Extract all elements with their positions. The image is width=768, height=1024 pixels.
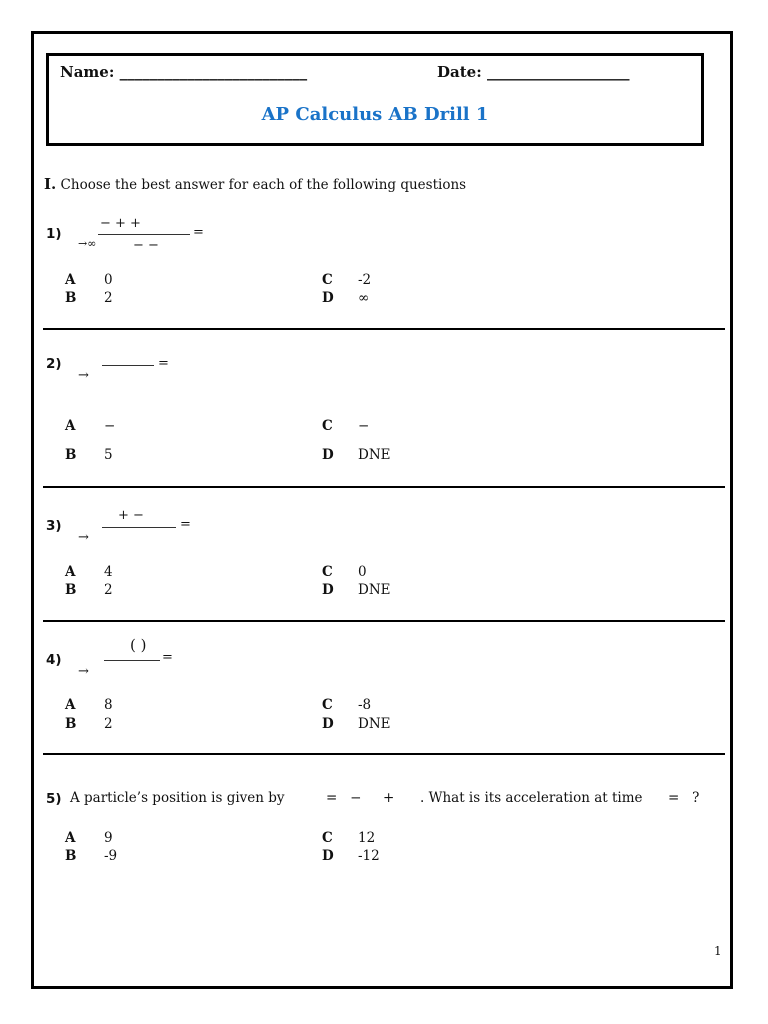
q4-fraction-bar [104, 660, 160, 661]
q4-option-d: DNE [358, 716, 391, 732]
q2-option-a: − [104, 418, 116, 434]
q4-option-b: 2 [104, 716, 113, 732]
q5-option-d-letter[interactable]: D [322, 848, 334, 864]
q3-option-c: 0 [358, 564, 367, 580]
q2-option-b: 5 [104, 447, 113, 463]
q3-option-b-letter[interactable]: B [65, 582, 77, 598]
q1-option-b-letter[interactable]: B [65, 290, 77, 306]
q3-option-a-letter[interactable]: A [65, 564, 76, 580]
q1-option-a-letter[interactable]: A [65, 272, 76, 288]
q1-option-b: 2 [104, 290, 113, 306]
q5-option-c: 12 [358, 830, 376, 846]
q4-equals: = [162, 650, 173, 665]
q2-option-c: − [358, 418, 370, 434]
name-field: Name: _________________________ [60, 63, 308, 81]
q3-option-a: 4 [104, 564, 113, 580]
divider-2 [43, 486, 725, 488]
q4-option-c-letter[interactable]: C [322, 697, 333, 713]
q4-option-d-letter[interactable]: D [322, 716, 334, 732]
q1-equals: = [193, 225, 204, 240]
q5-equation-time: = ? [668, 790, 700, 806]
section-numeral: I. [44, 175, 57, 193]
q3-fraction-bar [102, 527, 176, 528]
q3-option-d: DNE [358, 582, 391, 598]
date-field: Date: ___________________ [437, 63, 630, 81]
q3-limit-sub: → [78, 530, 89, 545]
q1-option-d: ∞ [358, 290, 370, 306]
question-5-number: 5) [46, 791, 62, 807]
q5-equation: = − + [326, 790, 395, 806]
divider-3 [43, 620, 725, 622]
q1-option-d-letter[interactable]: D [322, 290, 334, 306]
question-3-number: 3) [46, 518, 62, 534]
q5-option-d: -12 [358, 848, 380, 864]
q2-option-d-letter[interactable]: D [322, 447, 334, 463]
q3-option-b: 2 [104, 582, 113, 598]
q2-option-d: DNE [358, 447, 391, 463]
q2-option-a-letter[interactable]: A [65, 418, 76, 434]
q2-equals: = [158, 356, 169, 371]
q5-option-a-letter[interactable]: A [65, 830, 76, 846]
q2-option-b-letter[interactable]: B [65, 447, 77, 463]
q2-limit-sub: → [78, 368, 89, 383]
q4-numerator: ( ) [130, 636, 147, 654]
q5-option-a: 9 [104, 830, 113, 846]
instructions-text: Choose the best answer for each of the following questions [60, 177, 467, 193]
question-1-number: 1) [46, 226, 62, 242]
q4-limit-sub: → [78, 664, 89, 679]
q3-option-d-letter[interactable]: D [322, 582, 334, 598]
q2-option-c-letter[interactable]: C [322, 418, 333, 434]
page-number: 1 [714, 944, 722, 958]
q1-option-a: 0 [104, 272, 113, 288]
q1-denominator: − − [133, 238, 159, 253]
divider-4 [43, 753, 725, 755]
document-title: AP Calculus AB Drill 1 [261, 104, 489, 125]
question-2-number: 2) [46, 356, 62, 372]
q5-option-c-letter[interactable]: C [322, 830, 333, 846]
q3-numerator: + − [118, 508, 144, 523]
q1-option-c: -2 [358, 272, 372, 288]
q4-option-c: -8 [358, 697, 372, 713]
q1-limit-sub: →∞ [78, 237, 97, 250]
question-4-number: 4) [46, 652, 62, 668]
q5-option-b-letter[interactable]: B [65, 848, 77, 864]
q4-option-b-letter[interactable]: B [65, 716, 77, 732]
q3-equals: = [180, 517, 191, 532]
section-instructions [44, 175, 466, 193]
divider-1 [43, 328, 725, 330]
q3-option-c-letter[interactable]: C [322, 564, 333, 580]
q5-text-after: . What is its acceleration at time [420, 790, 643, 806]
q5-text-before: A particle’s position is given by [70, 790, 285, 806]
q4-option-a: 8 [104, 697, 113, 713]
q1-numerator: − + + [100, 216, 141, 231]
q1-option-c-letter[interactable]: C [322, 272, 333, 288]
q4-option-a-letter[interactable]: A [65, 697, 76, 713]
q2-fraction-bar [102, 365, 154, 366]
q1-fraction-bar [98, 234, 190, 235]
q5-option-b: -9 [104, 848, 118, 864]
